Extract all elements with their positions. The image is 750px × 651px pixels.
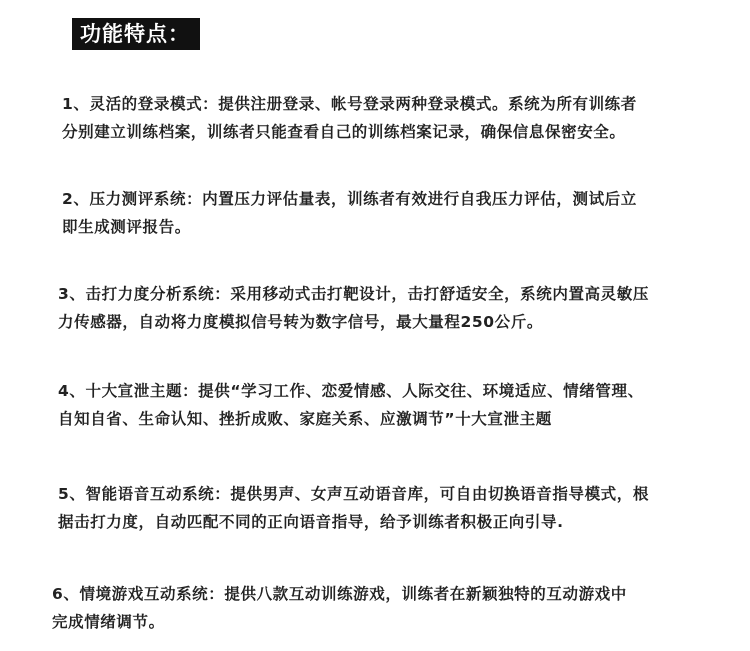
feature-item-2 (62, 185, 637, 241)
feature-6-line-1: 6、情境游戏互动系统：提供八款互动训练游戏，训练者在新颖独特的互动游戏中 (52, 585, 627, 603)
feature-4-line-1: 4、十大宣泄主题：提供“学习工作、恋爱情感、人际交往、环境适应、情绪管理、 (58, 382, 644, 400)
feature-item-1 (62, 90, 637, 146)
feature-3-line-2: 力传感器，自动将力度模拟信号转为数字信号，最大量程250公斤。 (58, 313, 543, 331)
feature-6-line-2: 完成情绪调节。 (52, 613, 165, 631)
feature-5-line-1: 5、智能语音互动系统：提供男声、女声互动语音库，可自由切换语音指导模式，根 (58, 485, 649, 503)
feature-item-5 (58, 480, 649, 536)
feature-3-line-1: 3、击打力度分析系统：采用移动式击打靶设计，击打舒适安全，系统内置高灵敏压 (58, 285, 649, 303)
feature-2-line-2: 即生成测评报告。 (62, 218, 191, 236)
feature-item-4 (58, 377, 644, 433)
feature-item-6 (52, 580, 627, 636)
feature-2-line-1: 2、压力测评系统：内置压力评估量表，训练者有效进行自我压力评估，测试后立 (62, 190, 637, 208)
feature-4-line-2: 自知自省、生命认知、挫折成败、家庭关系、应激调节”十大宣泄主题 (58, 410, 552, 428)
page-title: 功能特点： (72, 18, 200, 50)
feature-1-line-1: 1、灵活的登录模式：提供注册登录、帐号登录两种登录模式。系统为所有训练者 (62, 95, 637, 113)
feature-5-line-2: 据击打力度，自动匹配不同的正向语音指导，给予训练者积极正向引导. (58, 513, 564, 531)
feature-1-line-2: 分别建立训练档案，训练者只能查看自己的训练档案记录，确保信息保密安全。 (62, 123, 626, 141)
feature-item-3 (58, 280, 649, 336)
